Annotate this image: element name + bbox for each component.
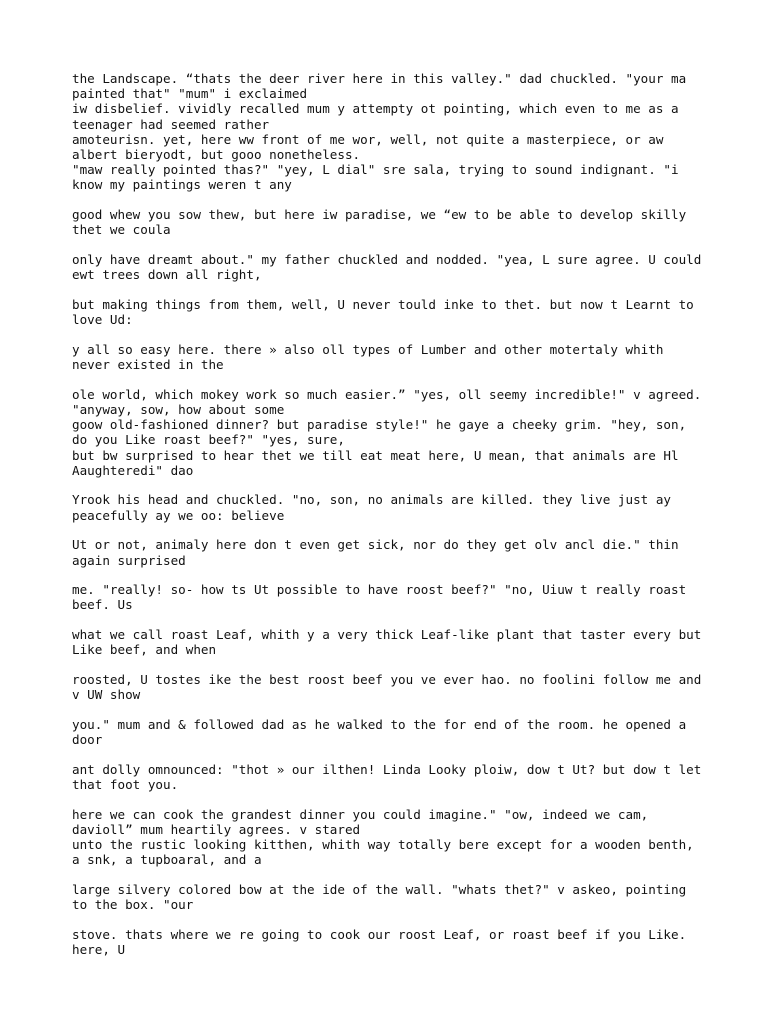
paragraph: Ut or not, animaly here don t even get sick, nor do they get olv ancl die." thin again surprised — [72, 537, 679, 568]
paragraph: roosted, U tostes ike the best roost beef you ve ever hao. no foolini follow me and v UW show — [72, 672, 702, 703]
paragraph: me. "really! so- how ts Ut possible to have roost beef?" "no, Uiuw t really roast beef. Us — [72, 582, 687, 613]
paragraph: but making things from them, well, U never tould inke to thet. but now t Learnt to love Ud: — [72, 296, 694, 328]
paragraph: the Landscape. “thats the deer river here in this valley." dad chuckled. "your ma painted that" "mum" i exclaimed iw disbelief. vividly recalled mum y attempty ot pointing, which even to me as a teenager had seemed rather amoteurisn. yet, here ww front of me wor, well, not quite a masterpiece, or aw albert bieryodt, but gooo nonetheless. "maw really pointed thas?" "yey, L dial" sre sala, trying to sound indignant. "i know my paintings weren t any — [72, 71, 687, 193]
paragraph: what we call roast Leaf, whith y a very thick Leaf-like plant that taster every but Like beef, and when — [72, 627, 702, 658]
paragraph: here we can cook the grandest dinner you could imagine." "ow, indeed we cam, davioll” mum heartily agrees. v stared unto the rustic looking kitthen, whith way totally bere except for a wooden benth, a snk, a tupboaral, and a — [72, 806, 694, 868]
paragraph: you." mum and & followed dad as he walked to the for end of the room. he opened a door — [72, 717, 687, 748]
paragraph: ant dolly omnounced: "thot » our ilthen! Linda Looky ploiw, dow t Ut? but dow t let that foot you. — [72, 761, 702, 793]
paragraph: y all so easy here. there » also oll types of Lumber and other motertaly whith never existed in the — [72, 341, 664, 373]
paragraph: good whew you sow thew, but here iw paradise, we “ew to be able to develop skilly thet we coula — [72, 207, 687, 238]
document-body — [72, 71, 702, 957]
paragraph: large silvery colored bow at the ide of the wall. "whats thet?" v askeo, pointing to the box. "our — [72, 882, 687, 913]
paragraph: stove. thats where we re going to cook our roost Leaf, or roast beef if you Like. here, U — [72, 927, 687, 958]
paragraph: only have dreamt about." my father chuckled and nodded. "yea, L sure agree. U could ewt trees down all right, — [72, 252, 702, 283]
paragraph: Yrook his head and chuckled. "no, son, no animals are killed. they live just ay peacefully ay we oo: believe — [72, 492, 671, 523]
paragraph: ole world, which mokey work so much easier.” "yes, oll seemy incredible!" v agreed. "anyway, sow, how about some goow old-fashioned dinner? but paradise style!" he gaye a cheeky grim. "hey, son, do you Like roast beef?" "yes, sure, but bw surprised to hear thet we till eat meat here, U mean, that animals are Hl Aaughteredi" dao — [72, 386, 702, 478]
